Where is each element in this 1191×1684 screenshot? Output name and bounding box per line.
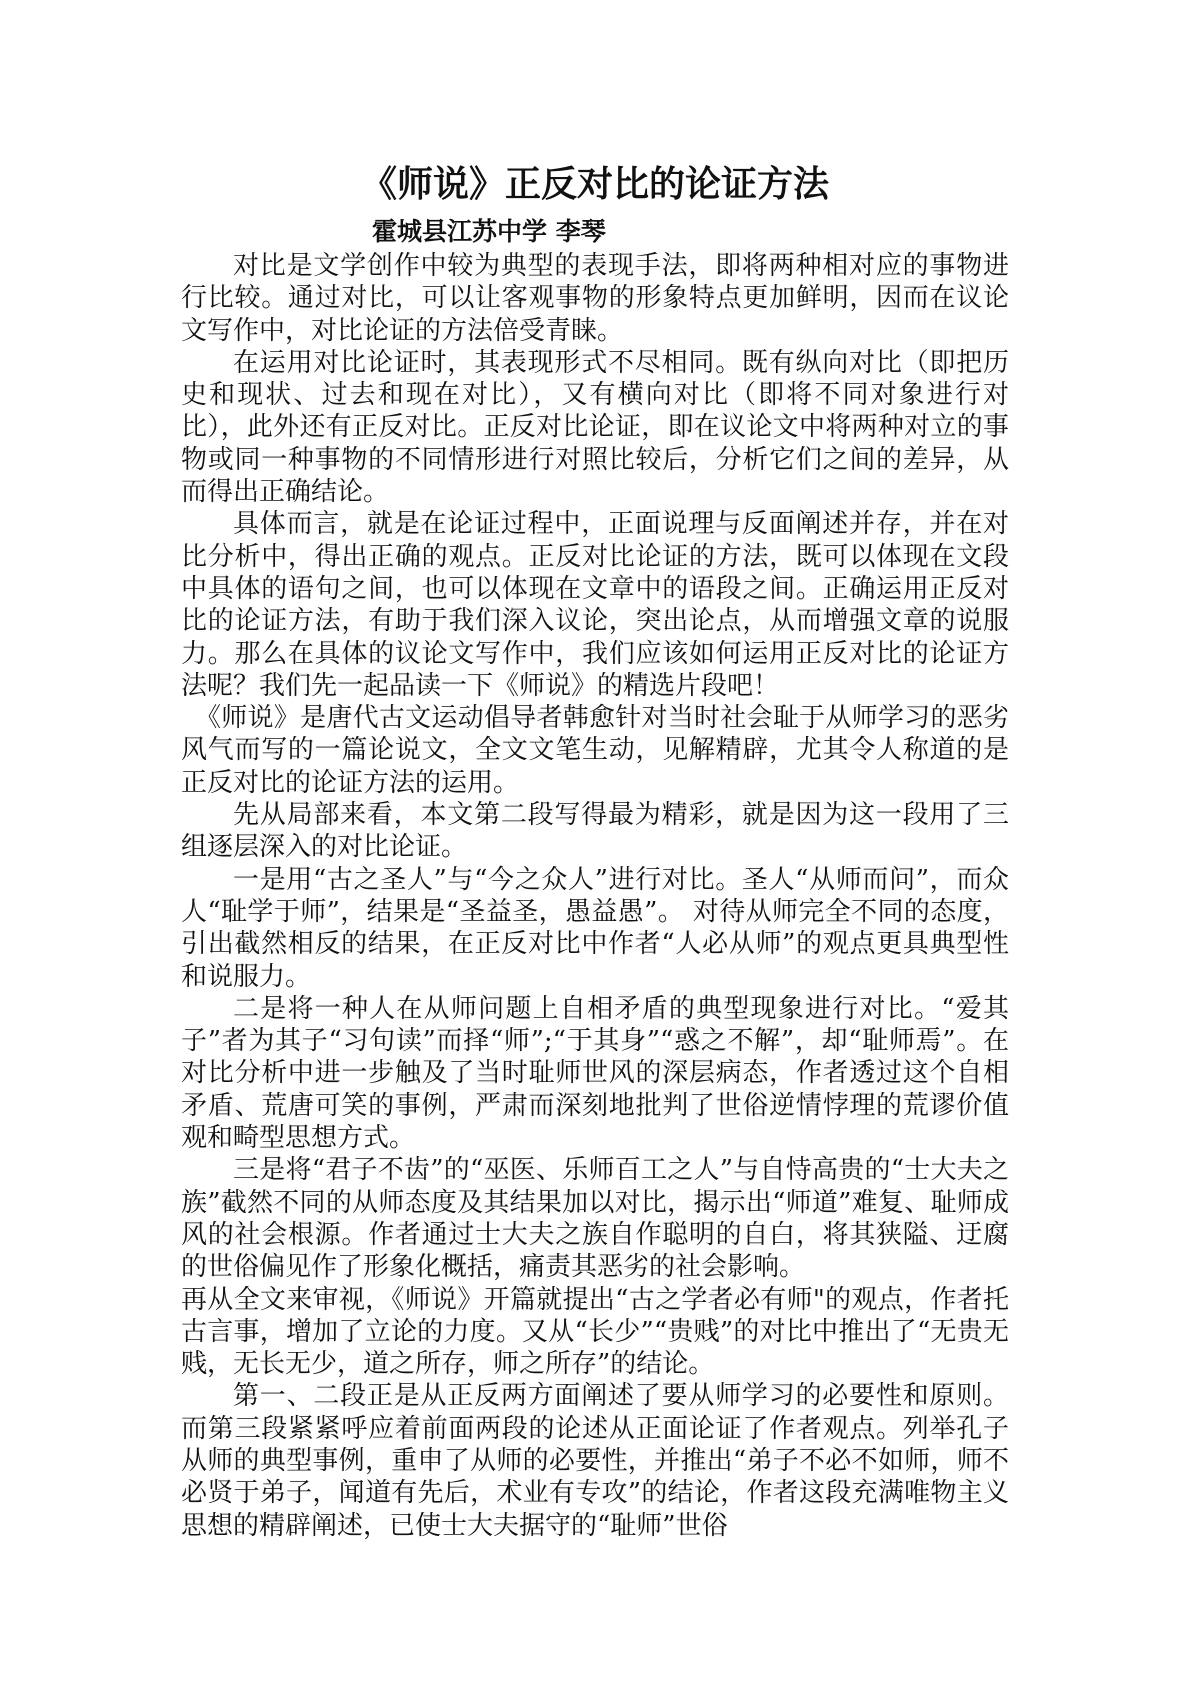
paragraph-4: 《师说》是唐代古文运动倡导者韩愈针对当时社会耻于从师学习的恶劣风气而写的一篇论说文，全文文笔生动，见解精辟，尤其令人称道的是正反对比的论证方法的运用。 [181,703,1009,798]
document-body [181,250,1009,1542]
paragraph-5: 先从局部来看，本文第二段写得最为精彩，就是因为这一段用了三组逐层深入的对比论证。 [181,800,1009,863]
author-line: 霍城县江苏中学 李琴 [372,217,606,246]
paragraph-9: 再从全文来审视，《师说》开篇就提出“古之学者必有师"的观点，作者托古言事，增加了立论的力度。又从“长少”“贵贱”的对比中推出了“无贵无贱，无长无少，道之所存，师之所存”的结论。 [181,1284,1009,1380]
paragraph-3: 具体而言，就是在论证过程中，正面说理与反面阐述并存，并在对比分析中，得出正确的观点。正反对比论证的方法，既可以体现在文段中具体的语句之间，也可以体现在文章中的语段之间。正确运用正反对比的论证方法，有助于我们深入议论，突出论点，从而增强文章的说服力。那么在具体的议论文写作中，我们应该如何运用正反对比的论证方法呢？我们先一起品读一下《师说》的精选片段吧！ [181,509,1009,701]
paragraph-2: 在运用对比论证时，其表现形式不尽相同。既有纵向对比（即把历史和现状、过去和现在对比），又有横向对比（即将不同对象进行对比），此外还有正反对比。正反对比论证，即在议论文中将两种对立的事物或同一种事物的不同情形进行对照比较后，分析它们之间的差异，从而得出正确结论。 [181,347,1009,508]
document-title: 《师说》正反对比的论证方法 [360,163,829,205]
paragraph-1: 对比是文学创作中较为典型的表现手法，即将两种相对应的事物进行比较。通过对比，可以让客观事物的形象特点更加鲜明，因而在议论文写作中，对比论证的方法倍受青睐。 [181,251,1009,346]
paragraph-6: 一是用“古之圣人”与“今之众人”进行对比。圣人“从师而问”，而众人“耻学于师”，结果是“圣益圣，愚益愚”。 对待从师完全不同的态度，引出截然相反的结果，在正反对比中作者“人必从师”的观点更具典型性和说服力。 [181,864,1009,992]
paragraph-8: 三是将“君子不齿”的“巫医、乐师百工之人”与自恃高贵的“士大夫之族”截然不同的从师态度及其结果加以对比，揭示出“师道”难复、耻师成风的社会根源。作者通过士大夫之族自作聪明的自白，将其狭隘、迂腐的世俗偏见作了形象化概括，痛责其恶劣的社会影响。 [181,1155,1009,1283]
paragraph-10: 第一、二段正是从正反两方面阐述了要从师学习的必要性和原则。而第三段紧紧呼应着前面两段的论述从正面论证了作者观点。列举孔子从师的典型事例，重申了从师的必要性，并推出“弟子不必不如师，师不必贤于弟子，闻道有先后，术业有专攻”的结论，作者这段充满唯物主义思想的精辟阐述，已使士大夫据守的“耻师”世俗 [181,1381,1009,1541]
paragraph-7: 二是将一种人在从师问题上自相矛盾的典型现象进行对比。“爱其子”者为其子“习句读”而择“师”;“于其身”“惑之不解”，却“耻师焉”。在对比分析中进一步触及了当时耻师世风的深层病态，作者透过这个自相矛盾、荒唐可笑的事例，严肃而深刻地批判了世俗逆情悖理的荒谬价值观和畸型思想方式。 [181,993,1009,1154]
